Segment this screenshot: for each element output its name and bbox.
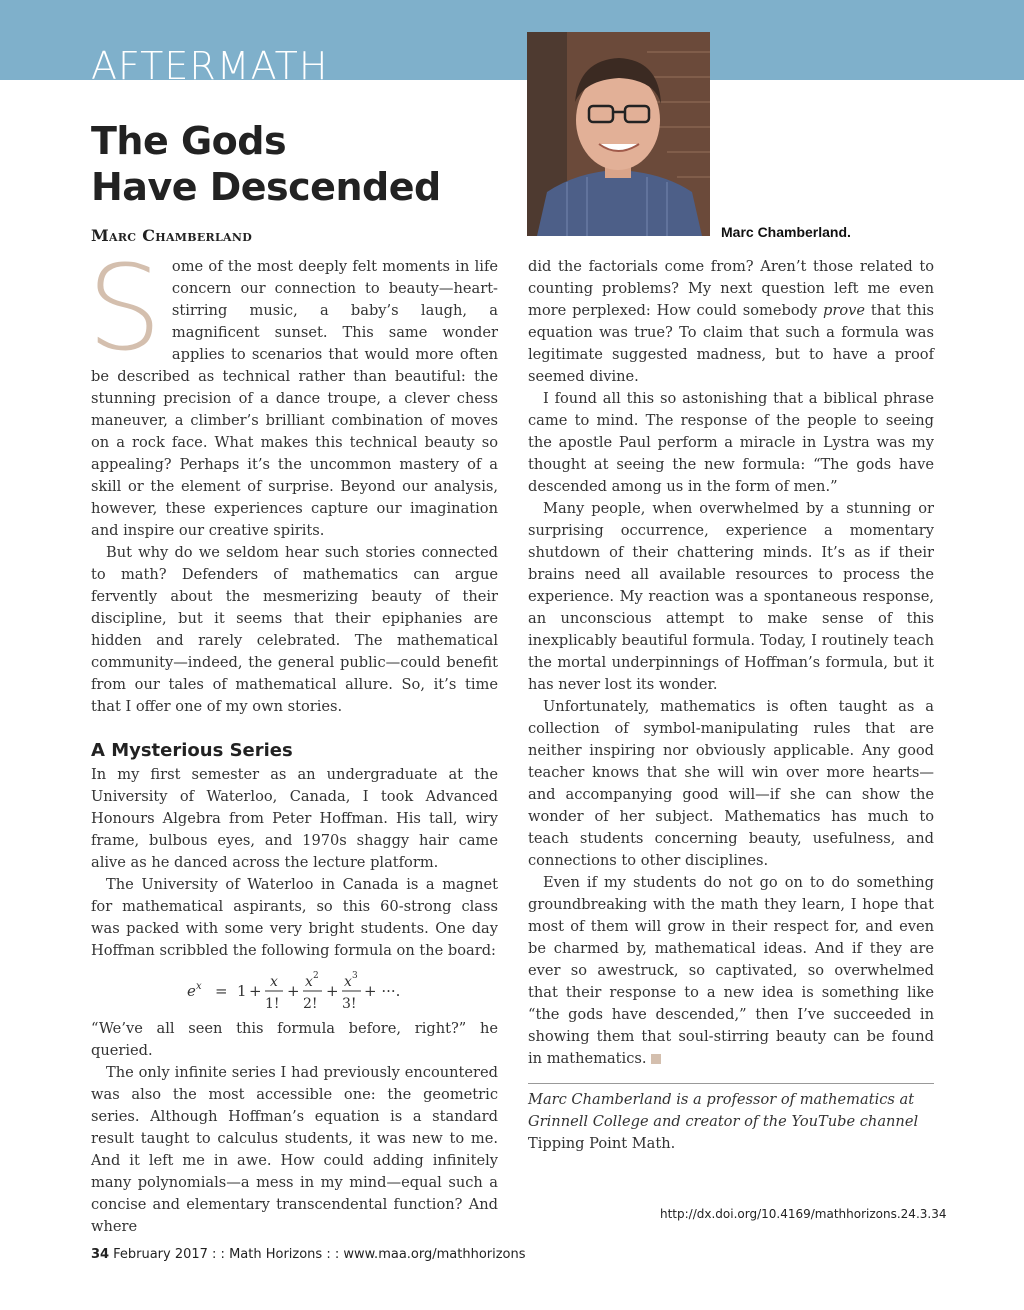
equation <box>91 964 498 1016</box>
eq-lhs-exp: x <box>196 981 202 992</box>
article-title <box>91 118 441 210</box>
intro-paragraph <box>87 239 498 542</box>
eq-plus: + <box>287 982 300 1000</box>
paragraph: Unfortunately, mathematics is often taught as a collection of symbol-manipulating rules that are neither inspiring nor obviously applicable. Any good teacher knows that she will win over more hearts—and accompanying good will—if she can show the wonder of her subject. Mathematics has much to teach students concerning beauty, usefulness, and connections to other disciplines. <box>528 698 934 869</box>
eq-exp-2: 2 <box>313 971 319 981</box>
paragraph <box>528 872 934 1070</box>
bio-divider <box>528 1083 934 1084</box>
paragraph <box>528 256 934 388</box>
eq-tail: + ···. <box>364 982 401 1000</box>
drop-cap: S <box>87 239 162 377</box>
end-mark-icon <box>651 1054 661 1064</box>
eq-num-x: x <box>305 974 313 990</box>
eq-num-x: x <box>344 974 352 990</box>
eq-one: 1 <box>237 982 247 1000</box>
page-number: 34 <box>91 1247 110 1262</box>
paragraph-text: Even if my students do not go on to do something groundbreaking with the math they learn, I hope that most of them will grow in their respect for, and even be charmed by, mathematical ideas. And if they are ever so awestruck, so captivated, so overwhelmed that their response to a new idea is something like “the gods have descended,” then I’ve succeeded in showing them that soul-stirring beauty can be found in mathematics. <box>528 874 934 1067</box>
eq-num-x: x <box>270 974 278 990</box>
eq-lhs-base: e <box>187 982 196 1000</box>
eq-den-1: 1! <box>265 996 280 1012</box>
paragraph: Many people, when overwhelmed by a stunning or surprising occurrence, experience a momentary shutdown of their chattering minds. It’s as if their brains need all available resources to process the experience. My reaction was a spontaneous response, an unconscious attempt to make sense of this inexplicably beautiful formula. Today, I routinely teach the mortal underpinnings of Hoffman’s formula, but it has never lost its wonder. <box>528 500 934 693</box>
photo-caption: Marc Chamberland. <box>721 224 851 240</box>
emphasis: prove <box>823 302 866 319</box>
section-heading: A Mysterious Series <box>91 740 293 761</box>
bio-italic: Marc Chamberland is a professor of mathematics at Grinnell College and creator of the YouTube channel <box>528 1091 919 1130</box>
title-line-1: The Gods <box>91 119 287 163</box>
right-column <box>528 256 934 1155</box>
eq-exp-3: 3 <box>352 971 358 981</box>
eq-plus: + <box>326 982 339 1000</box>
intro-text: ome of the most deeply felt moments in life concern our connection to beauty—heart-stirring music, a baby’s laugh, a magnificent sunset. This same wonder applies to scenarios that would more often be described as technical rather than beautiful: the stunning precision of a dance troupe, a clever chess maneuver, a climber’s brilliant combination of moves on a rock face. What makes this technical beauty so appealing? Perhaps it’s the uncommon mastery of a skill or the element of surprise. Beyond our analysis, however, these experiences capture our imagination and inspire our creative spirits. <box>91 258 498 539</box>
author-byline: Marc Chamberland <box>91 226 253 245</box>
bio-plain: Tipping Point Math. <box>528 1135 676 1152</box>
paragraph: But why do we seldom hear such stories connected to math? Defenders of mathematics can argue fervently about the mesmerizing beauty of their discipline, but it seems that their epiphanies are hidden and rarely celebrated. The mathematical community—indeed, the general public—could benefit from our tales of mathematical allure. So, it’s time that I offer one of my own stories. <box>91 544 498 715</box>
page-footer <box>91 1247 526 1262</box>
paragraph-text: did the factorials come from? Aren’t those related to counting problems? My next question left me even more perplexed: How could somebody <box>528 258 934 319</box>
doi-link[interactable]: http://dx.doi.org/10.4169/mathhorizons.24.3.34 <box>660 1207 947 1221</box>
paragraph: The University of Waterloo in Canada is a magnet for mathematical aspirants, so this 60-strong class was packed with some very bright students. One day Hoffman scribbled the following formula on the board: <box>91 876 498 959</box>
section-label: AFTERMATH <box>91 44 329 88</box>
eq-equals: = <box>215 982 228 1000</box>
eq-den-2: 2! <box>303 996 318 1012</box>
eq-plus: + <box>249 982 262 1000</box>
left-column <box>87 239 498 1238</box>
eq-den-3: 3! <box>342 996 357 1012</box>
paragraph: “We’ve all seen this formula before, right?” he queried. <box>91 1020 498 1059</box>
paragraph: The only infinite series I had previously encountered was also the most accessible one: the geometric series. Although Hoffman’s equation is a standard result taught to calculus students, it was new to me. And it left me in awe. How could adding infinitely many polynomials—a mess in my mind—equal such a concise and elementary transcendental function? And where <box>91 1064 498 1235</box>
paragraph: In my first semester as an undergraduate at the University of Waterloo, Canada, I took Advanced Honours Algebra from Peter Hoffman. His tall, wiry frame, bulbous eyes, and 1970s shaggy hair came alive as he danced across the lecture platform. <box>91 766 498 871</box>
paragraph-text: that this equation was true? To claim that such a formula was legitimate suggested madness, but to have a proof seemed divine. <box>528 302 934 385</box>
paragraph: I found all this so astonishing that a biblical phrase came to mind. The response of the people to seeing the apostle Paul perform a miracle in Lystra was my thought at seeing the new formula: “The gods have descended among us in the form of men.” <box>528 390 934 495</box>
title-line-2: Have Descended <box>91 165 441 209</box>
author-photo <box>527 32 710 236</box>
footer-text: February 2017 : : Math Horizons : : www.maa.org/mathhorizons <box>113 1247 526 1262</box>
author-bio <box>528 1089 934 1155</box>
